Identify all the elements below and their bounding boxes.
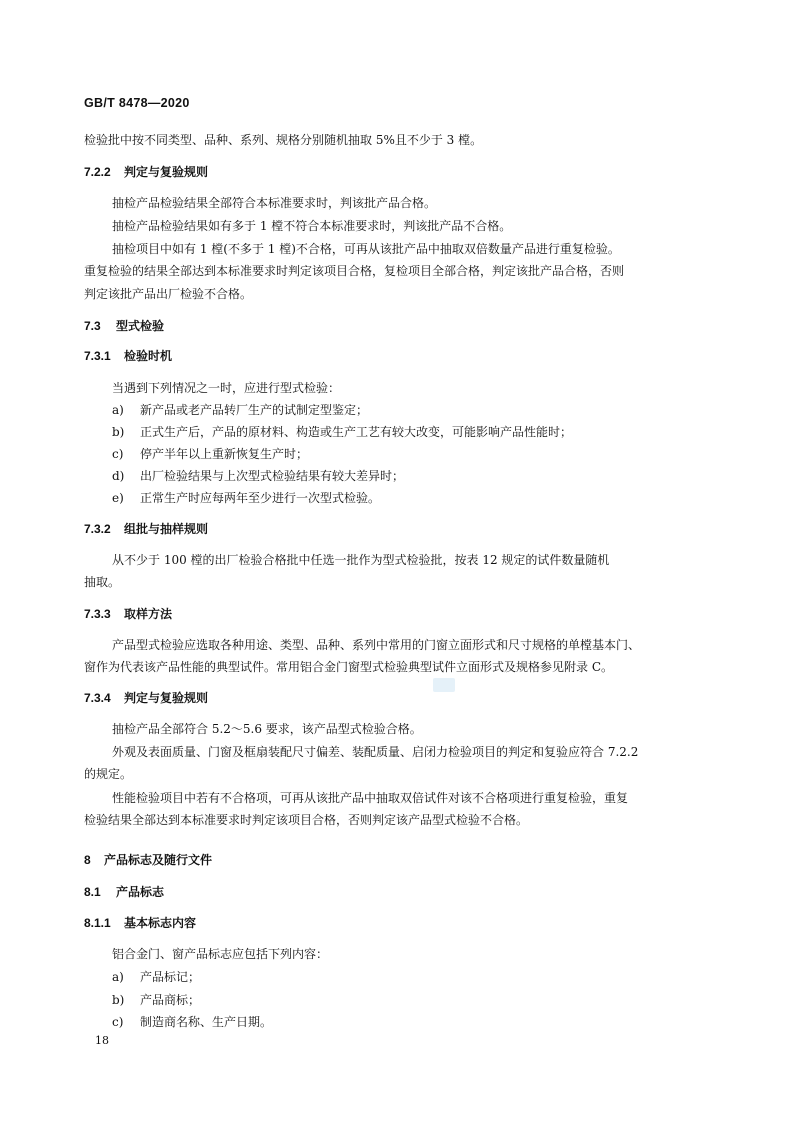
- paragraph-line: 抽取。: [84, 575, 121, 589]
- section-number: 7.3.4: [84, 691, 111, 705]
- list-marker: b): [112, 993, 125, 1007]
- paragraph-line: 从不少于 100 樘的出厂检验合格批中任选一批作为型式检验批，按表 12 规定的试件数量随机: [112, 553, 610, 567]
- list-marker: c): [112, 447, 124, 461]
- list-item: [112, 468, 404, 484]
- section-number: 7.3.3: [84, 607, 111, 621]
- section-number: 7.3.1: [84, 349, 111, 363]
- list-marker: e): [112, 491, 124, 505]
- paragraph-line: 当遇到下列情况之一时，应进行型式检验：: [112, 381, 341, 395]
- section-number: 7.2.2: [84, 165, 111, 179]
- paragraph-line: 窗作为代表该产品性能的典型试件。常用铝合金门窗型式检验典型试件立面形式及规格参见附录 C。: [84, 660, 613, 674]
- list-item: [112, 446, 308, 462]
- paragraph-line: 的规定。: [84, 767, 133, 781]
- list-item-text: 停产半年以上重新恢复生产时；: [140, 447, 309, 461]
- section-number: 8.1: [84, 885, 101, 899]
- list-item-text: 出厂检验结果与上次型式检验结果有较大差异时；: [140, 469, 405, 483]
- page-number: 18: [95, 1034, 109, 1047]
- section-heading-7-3: [84, 318, 164, 334]
- paragraph-line: 判定该批产品出厂检验不合格。: [84, 287, 253, 301]
- list-marker: b): [112, 425, 125, 439]
- paragraph-line: 抽检产品全部符合 5.2～5.6 要求，该产品型式检验合格。: [112, 722, 422, 736]
- list-item: [112, 969, 200, 985]
- section-heading-7-2-2: [84, 164, 208, 180]
- list-item: [112, 424, 572, 440]
- list-item: [112, 490, 380, 506]
- section-number: 7.3.2: [84, 522, 111, 536]
- section-number: 7.3: [84, 319, 101, 333]
- list-item-text: 正常生产时应每两年至少进行一次型式检验。: [140, 491, 381, 505]
- section-title: 取样方法: [124, 607, 173, 621]
- paragraph-line: 检验批中按不同类型、品种、系列、规格分别随机抽取 5%且不少于 3 樘。: [84, 133, 483, 147]
- list-marker: c): [112, 1015, 124, 1029]
- section-heading-7-3-2: [84, 521, 208, 537]
- paragraph-line: 外观及表面质量、门窗及框扇装配尺寸偏差、装配质量、启闭力检验项目的判定和复验应符合 7.2.2: [112, 745, 639, 759]
- list-marker: a): [112, 970, 124, 984]
- section-title: 产品标志: [116, 885, 165, 899]
- list-item-text: 制造商名称、生产日期。: [140, 1015, 273, 1029]
- section-title: 判定与复验规则: [124, 691, 209, 705]
- list-item: [112, 1014, 272, 1030]
- paragraph-line: 抽检产品检验结果如有多于 1 樘不符合本标准要求时，判该批产品不合格。: [112, 219, 512, 233]
- section-number: 8.1.1: [84, 916, 111, 930]
- list-item-text: 产品商标；: [140, 993, 201, 1007]
- paragraph-line: 抽检产品检验结果全部符合本标准要求时，判该批产品合格。: [112, 196, 437, 210]
- section-title: 组批与抽样规则: [124, 522, 209, 536]
- paragraph-line: 铝合金门、窗产品标志应包括下列内容：: [112, 947, 329, 961]
- section-heading-7-3-4: [84, 690, 208, 706]
- section-heading-7-3-3: [84, 606, 172, 622]
- standard-code: GB/T 8478—2020: [84, 96, 190, 110]
- section-heading-8-1-1: [84, 915, 196, 931]
- list-item: [112, 402, 368, 418]
- section-heading-8: [84, 852, 212, 868]
- section-title: 型式检验: [116, 319, 165, 333]
- section-title: 判定与复验规则: [124, 165, 209, 179]
- watermark-stamp: [433, 678, 455, 692]
- list-marker: d): [112, 469, 125, 483]
- section-title: 检验时机: [124, 349, 173, 363]
- paragraph-line: 抽检项目中如有 1 樘(不多于 1 樘)不合格，可再从该批产品中抽取双倍数量产品进行重复检验。: [112, 242, 620, 256]
- paragraph-line: 性能检验项目中若有不合格项，可再从该批产品中抽取双倍试件对该不合格项进行重复检验，重复: [112, 791, 629, 805]
- paragraph-line: 重复检验的结果全部达到本标准要求时判定该项目合格，复检项目全部合格，判定该批产品合格，否则: [84, 264, 625, 278]
- list-item-text: 正式生产后，产品的原材料、构造或生产工艺有较大改变，可能影响产品性能时；: [140, 425, 573, 439]
- section-heading-7-3-1: [84, 348, 172, 364]
- section-title: 基本标志内容: [124, 916, 197, 930]
- section-number: 8: [84, 853, 91, 867]
- section-title: 产品标志及随行文件: [104, 853, 213, 867]
- list-marker: a): [112, 403, 124, 417]
- list-item-text: 产品标记；: [140, 970, 201, 984]
- list-item: [112, 992, 200, 1008]
- section-heading-8-1: [84, 884, 164, 900]
- paragraph-line: 检验结果全部达到本标准要求时判定该项目合格，否则判定该产品型式检验不合格。: [84, 813, 529, 827]
- paragraph-line: 产品型式检验应选取各种用途、类型、品种、系列中常用的门窗立面形式和尺寸规格的单樘基本门、: [112, 638, 641, 652]
- list-item-text: 新产品或老产品转厂生产的试制定型鉴定；: [140, 403, 369, 417]
